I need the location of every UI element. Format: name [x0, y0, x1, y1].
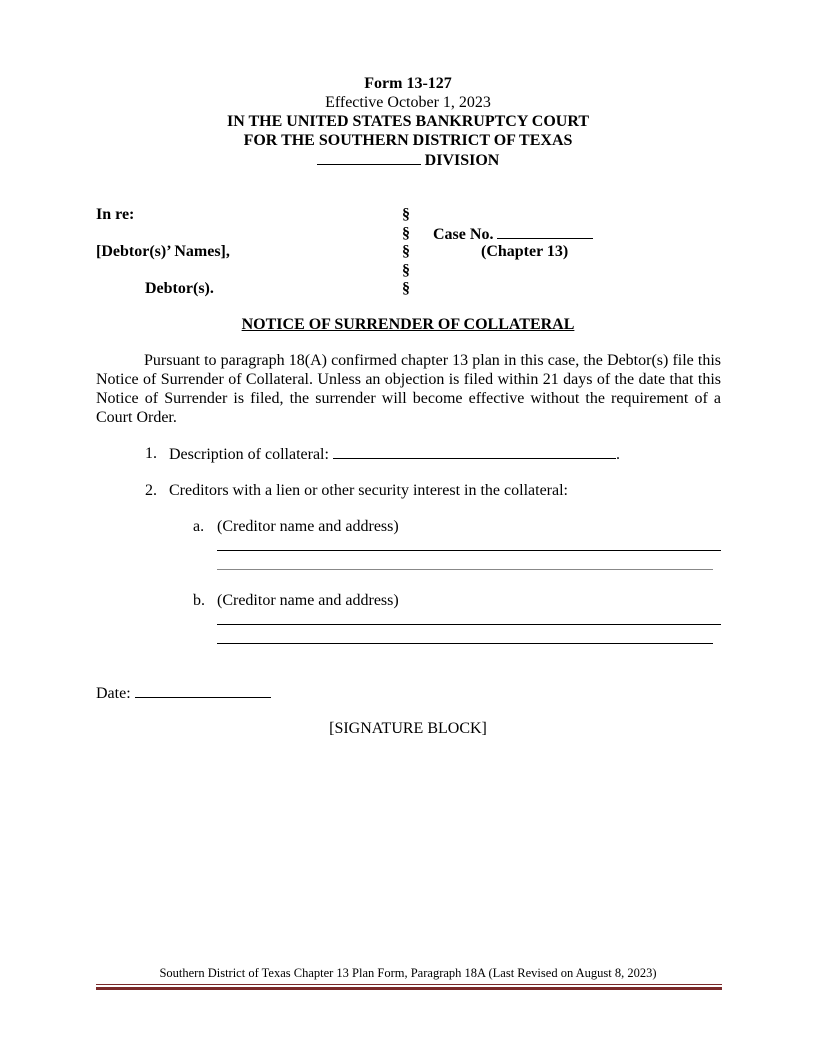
- sub-a-label: (Creditor name and address): [217, 518, 399, 535]
- chapter-label: (Chapter 13): [481, 243, 569, 260]
- item-1-label: Description of collateral:: [169, 446, 329, 463]
- date-blank[interactable]: [135, 683, 271, 698]
- section-symbol: §: [402, 262, 410, 279]
- date-label: Date:: [96, 685, 131, 702]
- court-name: IN THE UNITED STATES BANKRUPTCY COURT: [226, 113, 590, 130]
- division-label: DIVISION: [424, 152, 500, 169]
- section-symbol: §: [402, 280, 410, 297]
- debtor-names: [Debtor(s)’ Names],: [96, 243, 230, 260]
- section-symbol: §: [402, 225, 410, 242]
- notice-body-text: Pursuant to paragraph 18(A) confirmed chapter 13 plan in this case, the Debtor(s) file this Notice of Surrender of Collateral. Unless an objection is filed within 21 days of the date that this Notice of Surrender is filed, the surrender will become effective without the requirement of a Court Order.: [96, 352, 721, 426]
- item-1-number: 1.: [145, 445, 157, 462]
- in-re-label: In re:: [96, 206, 135, 223]
- item-2-number: 2.: [145, 482, 157, 499]
- item-1: [169, 444, 620, 464]
- sub-b-label: (Creditor name and address): [217, 592, 399, 609]
- district-name: FOR THE SOUTHERN DISTRICT OF TEXAS: [243, 132, 573, 149]
- footer-text: Southern District of Texas Chapter 13 Plan Form, Paragraph 18A (Last Revised on August 8, 2023): [159, 966, 657, 980]
- section-symbol: §: [402, 243, 410, 260]
- case-no-label: Case No.: [433, 226, 494, 243]
- notice-body-paragraph: [96, 351, 721, 427]
- creditor-b-line-1[interactable]: [217, 624, 721, 625]
- item-1-period: .: [615, 446, 620, 463]
- sub-a-letter: a.: [193, 518, 205, 535]
- debtors-label: Debtor(s).: [145, 280, 214, 297]
- creditor-b-line-2[interactable]: [217, 643, 713, 644]
- division-blank[interactable]: [317, 150, 421, 165]
- effective-date: Effective October 1, 2023: [325, 94, 491, 111]
- item-2-label: Creditors with a lien or other security interest in the collateral:: [169, 482, 568, 499]
- signature-block: [SIGNATURE BLOCK]: [329, 720, 487, 737]
- section-symbol: §: [402, 206, 410, 223]
- footer-rule-thick: [96, 987, 722, 990]
- footer-rule: [96, 984, 722, 985]
- date-field: [96, 683, 271, 703]
- creditor-a-line-1[interactable]: [217, 550, 721, 551]
- form-number: Form 13-127: [364, 75, 452, 92]
- case-no-blank[interactable]: [497, 224, 593, 239]
- creditor-a-line-2[interactable]: [217, 569, 713, 570]
- division-line: [0, 150, 816, 170]
- notice-title: NOTICE OF SURRENDER OF COLLATERAL: [241, 316, 575, 333]
- sub-b-letter: b.: [193, 592, 205, 609]
- collateral-description-blank[interactable]: [333, 444, 616, 459]
- case-number: [433, 224, 593, 244]
